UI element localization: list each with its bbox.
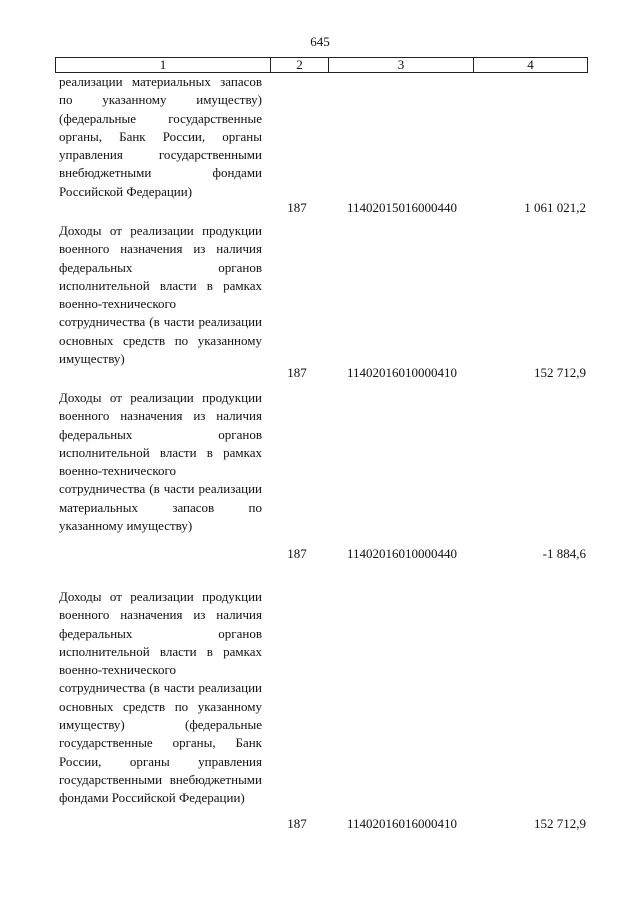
- row-amount: -1 884,6: [542, 546, 586, 561]
- column-header-2: 2: [271, 58, 329, 72]
- row-description: реализации материальных запасов по указанному имуществу) (федеральные государственные органы, Банк России, органы управления государственными внебюджетными фондами Российской Федерации): [59, 74, 262, 199]
- table-header: [55, 57, 588, 73]
- column-header-4: 4: [527, 57, 534, 72]
- row-admin-code: 187: [287, 365, 307, 380]
- row-admin-code: 187: [287, 816, 307, 831]
- row-description: Доходы от реализации продукции военного назначения из наличия федеральных органов исполнительной власти в рамках военно-технического сотрудничества (в части реализации материальных запасов по указанному имуществу): [59, 390, 262, 534]
- row-description: Доходы от реализации продукции военного назначения из наличия федеральных органов исполнительной власти в рамках военно-технического сотрудничества (в части реализации основных средств по указанному имуществу) (федеральные государственные органы, Банк России, органы управления государственными внебюджетными фондами Российской Федерации): [59, 589, 262, 806]
- page-number: 645: [310, 34, 330, 49]
- row-amount: 1 061 021,2: [524, 200, 586, 215]
- row-kbk-code: 11402016010000410: [346, 365, 458, 380]
- column-header-3: 3: [329, 58, 474, 72]
- row-amount: 152 712,9: [534, 365, 586, 380]
- column-header-1: 1: [56, 58, 271, 72]
- row-admin-code: 187: [287, 546, 307, 561]
- row-kbk-code: 11402016016000410: [346, 816, 458, 831]
- row-kbk-code: 11402016010000440: [346, 546, 458, 561]
- row-kbk-code: 11402015016000440: [346, 200, 458, 215]
- row-admin-code: 187: [287, 200, 307, 215]
- row-amount: 152 712,9: [534, 816, 586, 831]
- row-description: Доходы от реализации продукции военного назначения из наличия федеральных органов исполнительной власти в рамках военно-технического сотрудничества (в части реализации основных средств по указанному имуществу): [59, 223, 262, 367]
